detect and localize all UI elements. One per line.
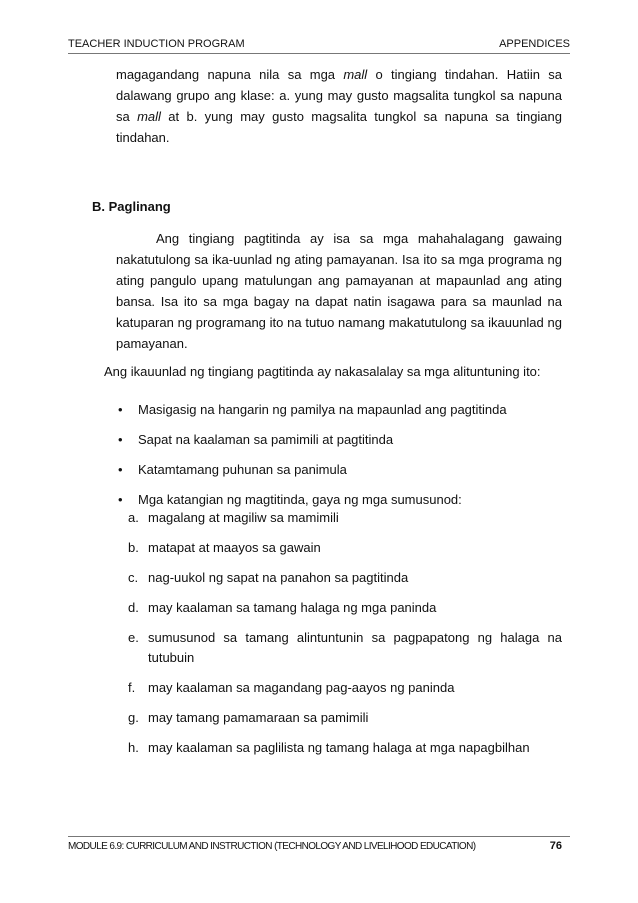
intro-text-2: o tingiang tindahan. Hatiin sa dalawang grupo ang klase: a. yung may gusto magsalita tungkol sa napuna sa [116,67,562,124]
intro-paragraph [116,64,562,148]
list-marker: f. [128,680,136,695]
page-number: 76 [549,840,562,852]
list-item: h. may kaalaman sa paglilista ng tamang halaga at mga napagbilhan [128,738,562,758]
intro-italic-mall-2: mall [137,109,161,124]
list-item: d. may kaalaman sa tamang halaga ng mga paninda [128,598,562,618]
list-marker: a. [128,510,139,525]
footer-module-title: MODULE 6.9: CURRICULUM AND INSTRUCTION (TECHNOLOGY AND LIVELIHOOD EDUCATION) [68,841,476,852]
lettered-list [128,508,562,768]
intro-text-3: at b. yung may gusto magsalita tungkol sa napuna sa tingiang tindahan. [116,109,563,145]
bullet-icon: • [118,402,123,417]
header-program-title: TEACHER INDUCTION PROGRAM [68,38,245,50]
list-marker: d. [128,600,139,615]
list-item: e. sumusunod sa tamang alintuntunin sa pagpapatong ng halaga na tutubuin [128,630,562,665]
bullet-icon: • [118,432,123,447]
list-item: f. may kaalaman sa magandang pag-aayos ng paninda [128,678,562,698]
section-paragraph: Ang tingiang pagtitinda ay isa sa mga mahahalagang gawaing nakatutulong sa ika-uunlad ng ating pamayanan. Isa ito sa mga programa ng ating pangulo upang matulungan ang pamayanan at mapaunlad ang ating bansa. Isa ito sa mga bagay na dapat natin isagawa para sa maunlad na katuparan ng programang ito na tutuo namang makatutulong sa ikauunlad ng pamayanan. [116,231,562,351]
bullet-list [116,395,507,515]
intro-italic-mall-1: mall [343,67,368,82]
list-item: • Sapat na kaalaman sa pamimili at pagtitinda [116,425,507,455]
page-footer [68,836,570,855]
header-section-label: APPENDICES [499,38,570,50]
list-item: a. magalang at magiliw sa mamimili [128,508,562,528]
list-item: • Mga katangian ng magtitinda, gaya ng mga sumusunod: [116,485,507,515]
list-item: c. nag-uukol ng sapat na panahon sa pagtitinda [128,568,562,588]
list-marker: g. [128,710,139,725]
list-item: • Masigasig na hangarin ng pamilya na mapaunlad ang pagtitinda [116,395,507,425]
list-marker: b. [128,540,139,555]
bullet-icon: • [118,462,123,477]
section-lead: Ang ikauunlad ng tingiang pagtitinda ay nakasalalay sa mga alituntuning ito: [104,364,541,379]
list-item: b. matapat at maayos sa gawain [128,538,562,558]
list-marker: h. [128,740,139,755]
page-header [68,38,570,54]
intro-text-1: magagandang napuna nila sa mga [116,67,344,82]
list-marker: e. [128,630,139,645]
bullet-icon: • [118,492,123,507]
list-item: g. may tamang pamamaraan sa pamimili [128,708,562,728]
list-item: • Katamtamang puhunan sa panimula [116,455,507,485]
list-marker: c. [128,570,139,585]
section-title: B. Paglinang [92,199,171,214]
